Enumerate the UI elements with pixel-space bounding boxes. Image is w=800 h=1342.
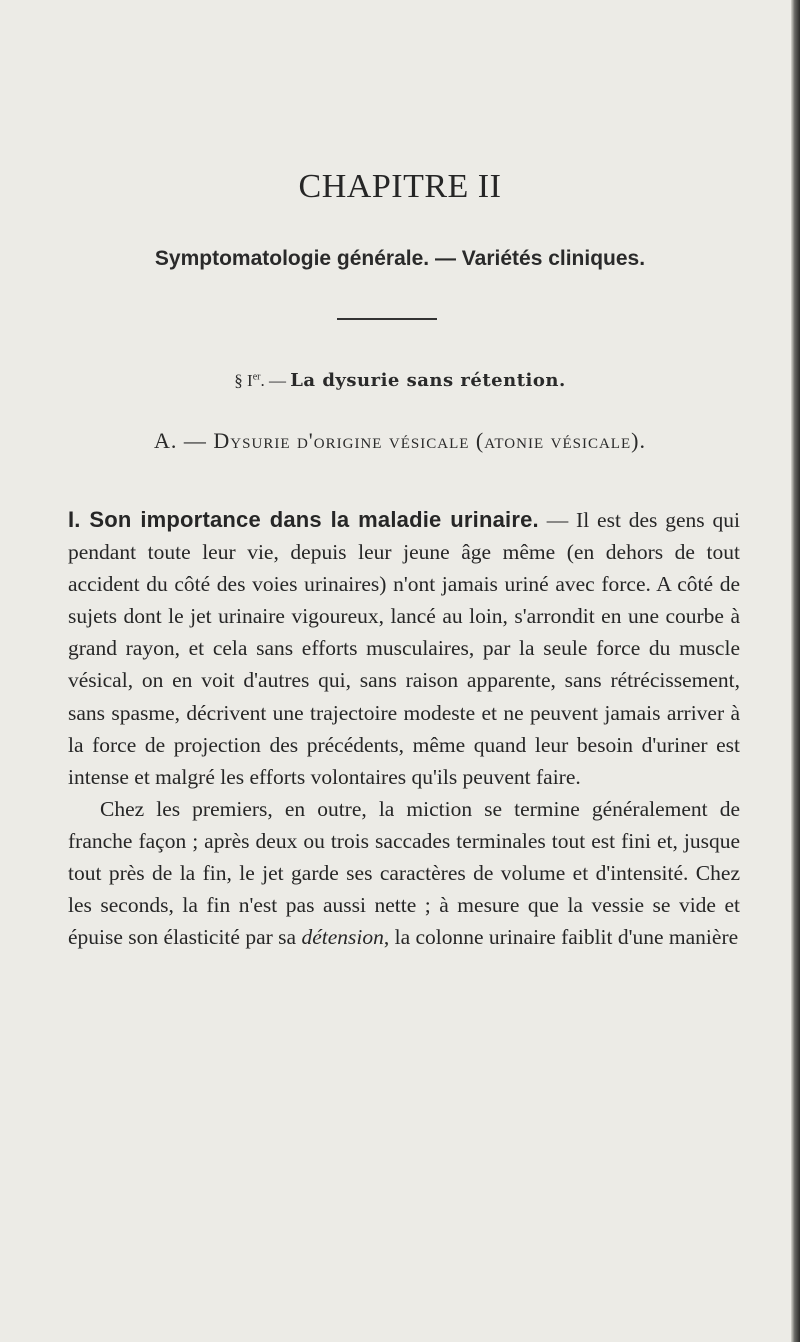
paragraph-1 xyxy=(68,504,740,793)
chapter-title: CHAPITRE II xyxy=(298,168,502,205)
chapter-subtitle: Symptomatologie générale. — Variétés cliniques. xyxy=(154,247,646,270)
subsection-heading: A. — Dysurie d'origine vésicale (atonie vésicale). xyxy=(154,428,646,453)
divider-rule xyxy=(337,318,437,320)
paragraph-2 xyxy=(68,793,740,953)
paragraph-2-text-after: , la colonne urinaire faiblit d'une manière xyxy=(383,925,739,950)
paragraph-2-text-before: Chez les premiers, en outre, la miction se termine généralement de franche façon ; après deux ou trois saccades terminales tout est fini et, jusque tout près de la fin, le jet garde ses caractères de volume et d'intensité. Chez les seconds, la fin n'est pas aussi nette ; à mesure que la vessie se vide et épuise son élasticité par sa xyxy=(68,796,740,950)
section-prefix: § I xyxy=(234,371,253,390)
section-heading xyxy=(0,370,800,391)
section-title: La dysurie sans rétention. xyxy=(290,370,566,391)
section-sup: er xyxy=(252,371,261,383)
body-text xyxy=(68,504,740,953)
paragraph-2-italic: détension xyxy=(301,925,384,950)
section-dash: . — xyxy=(260,371,291,390)
paragraph-1-heading: I. Son importance dans la maladie urinaire. xyxy=(68,507,539,532)
paragraph-1-text: — Il est des gens qui pendant toute leur vie, depuis leur jeune âge même (en dehors de tout accident du côté des voies urinaires) n'ont jamais uriné avec force. A côté de sujets dont le jet urinaire vigoureux, lancé au loin, s'arrondit en une courbe à grand rayon, et cela sans efforts musculaires, par la seule force du muscle vésical, on en voit d'autres qui, sans raison apparente, sans rétrécissement, sans spasme, décrivent une trajectoire modeste et ne peuvent jamais arriver à la force de projection des précédents, même quand leur besoin d'uriner est intense et malgré les efforts volontaires qu'ils peuvent faire. xyxy=(68,508,740,789)
